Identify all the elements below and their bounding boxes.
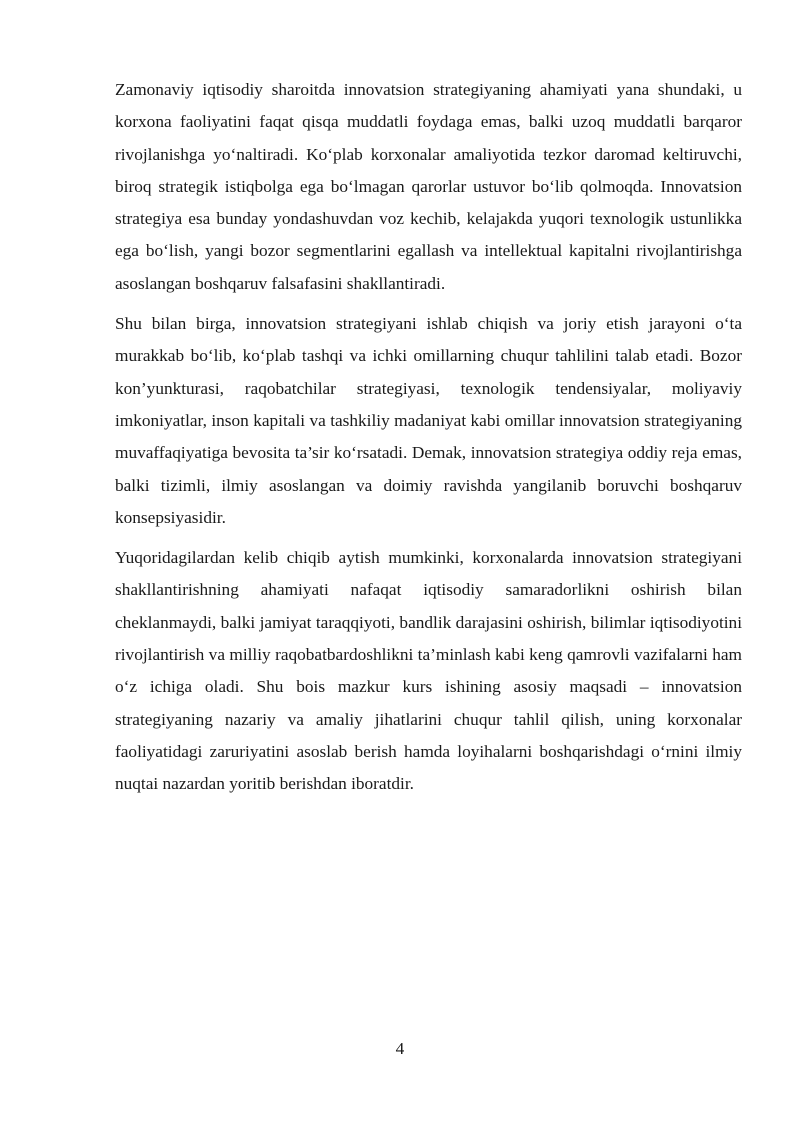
document-body xyxy=(115,74,742,809)
paragraph-2: Shu bilan birga, innovatsion strategiyani ishlab chiqish va joriy etish jarayoni o‘ta murakkab bo‘lib, ko‘plab tashqi va ichki omillarning chuqur tahlilini talab etadi. Bozor kon’yunkturasi, raqobatchilar strategiyasi, texnologik tendensiyalar, moliyaviy imkoniyatlar, inson kapitali va tashkiliy madaniyat kabi omillar innovatsion strategiyaning muvaffaqiyatiga bevosita ta’sir ko‘rsatadi. Demak, innovatsion strategiya oddiy reja emas, balki tizimli, ilmiy asoslangan va doimiy ravishda yangilanib boruvchi boshqaruv konsepsiyasidir. xyxy=(115,314,742,527)
paragraph-1: Zamonaviy iqtisodiy sharoitda innovatsion strategiyaning ahamiyati yana shundaki, u korxona faoliyatini faqat qisqa muddatli foydaga emas, balki uzoq muddatli barqaror rivojlanishga yo‘naltiradi. Ko‘plab korxonalar amaliyotida tezkor daromad keltiruvchi, biroq strategik istiqbolga ega bo‘lmagan qarorlar ustuvor bo‘lib qolmoqda. Innovatsion strategiya esa bunday yondashuvdan voz kechib, kelajakda yuqori texnologik ustunlikka ega bo‘lish, yangi bozor segmentlarini egallash va intellektual kapitalni rivojlantirishga asoslangan boshqaruv falsafasini shakllantiradi. xyxy=(115,80,742,293)
page-number: 4 xyxy=(395,1039,405,1058)
paragraph-3: Yuqoridagilardan kelib chiqib aytish mumkinki, korxonalarda innovatsion strategiyani shakllantirishning ahamiyati nafaqat iqtisodiy samaradorlikni oshirish bilan cheklanmaydi, balki jamiyat taraqqiyoti, bandlik darajasini oshirish, bilimlar iqtisodiyotini rivojlantirish va milliy raqobatbardoshlikni ta’minlash kabi keng qamrovli vazifalarni ham o‘z ichiga oladi. Shu bois mazkur kurs ishining asosiy maqsadi – innovatsion strategiyaning nazariy va amaliy jihatlarini chuqur tahlil qilish, uning korxonalar faoliyatidagi zaruriyatini asoslab berish hamda loyihalarni boshqarishdagi o‘rnini ilmiy nuqtai nazardan yoritib berishdan iboratdir. xyxy=(115,548,742,794)
